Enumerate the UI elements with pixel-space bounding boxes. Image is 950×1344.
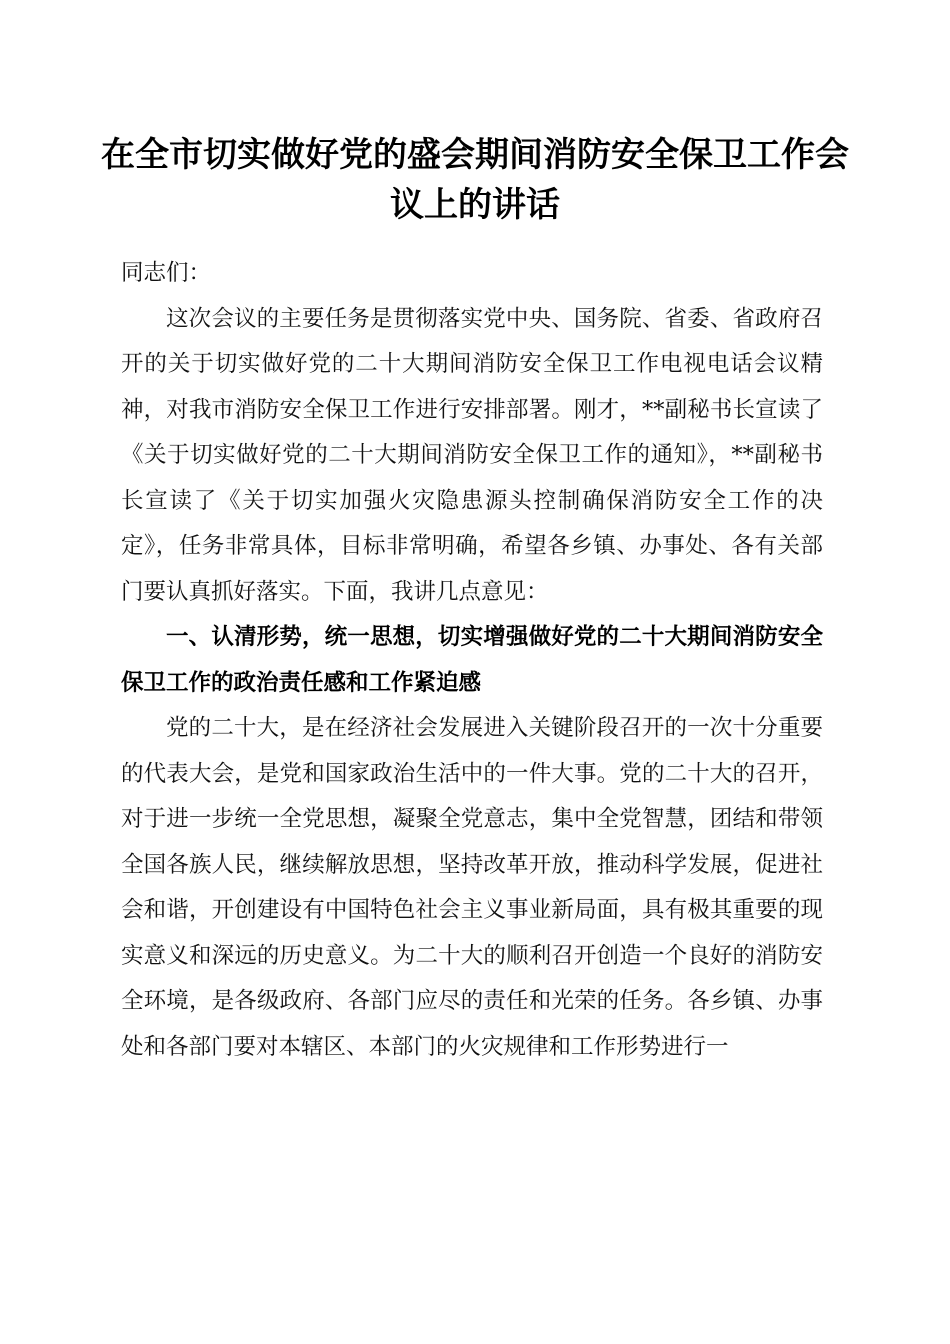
document-body: [121, 251, 823, 1070]
intro-paragraph: 这次会议的主要任务是贯彻落实党中央、国务院、省委、省政府召开的关于切实做好党的二十大期间消防安全保卫工作电视电话会议精神，对我市消防安全保卫工作进行安排部署。刚才，**副秘书长宣读了《关于切实做好党的二十大期间消防安全保卫工作的通知》，**副秘书长宣读了《关于切实加强火灾隐患源头控制确保消防安全工作的决定》，任务非常具体，目标非常明确，希望各乡镇、办事处、各有关部门要认真抓好落实。下面，我讲几点意见：: [121, 305, 823, 605]
salutation: 同志们：: [121, 260, 212, 286]
section-heading: 一、认清形势，统一思想，切实增强做好党的二十大期间消防安全保卫工作的政治责任感和工作紧迫感: [121, 624, 823, 696]
document-title: 在全市切实做好党的盛会期间消防安全保卫工作会议上的讲话: [101, 135, 849, 225]
body-paragraph: 党的二十大，是在经济社会发展进入关键阶段召开的一次十分重要的代表大会，是党和国家政治生活中的一件大事。党的二十大的召开，对于进一步统一全党思想，凝聚全党意志，集中全党智慧，团结和带领全国各族人民，继续解放思想，坚持改革开放，推动科学发展，促进社会和谐，开创建设有中国特色社会主义事业新局面，具有极其重要的现实意义和深远的历史意义。为二十大的顺利召开创造一个良好的消防安全环境，是各级政府、各部门应尽的责任和光荣的任务。各乡镇、办事处和各部门要对本辖区、本部门的火灾规律和工作形势进行一: [121, 715, 823, 1060]
